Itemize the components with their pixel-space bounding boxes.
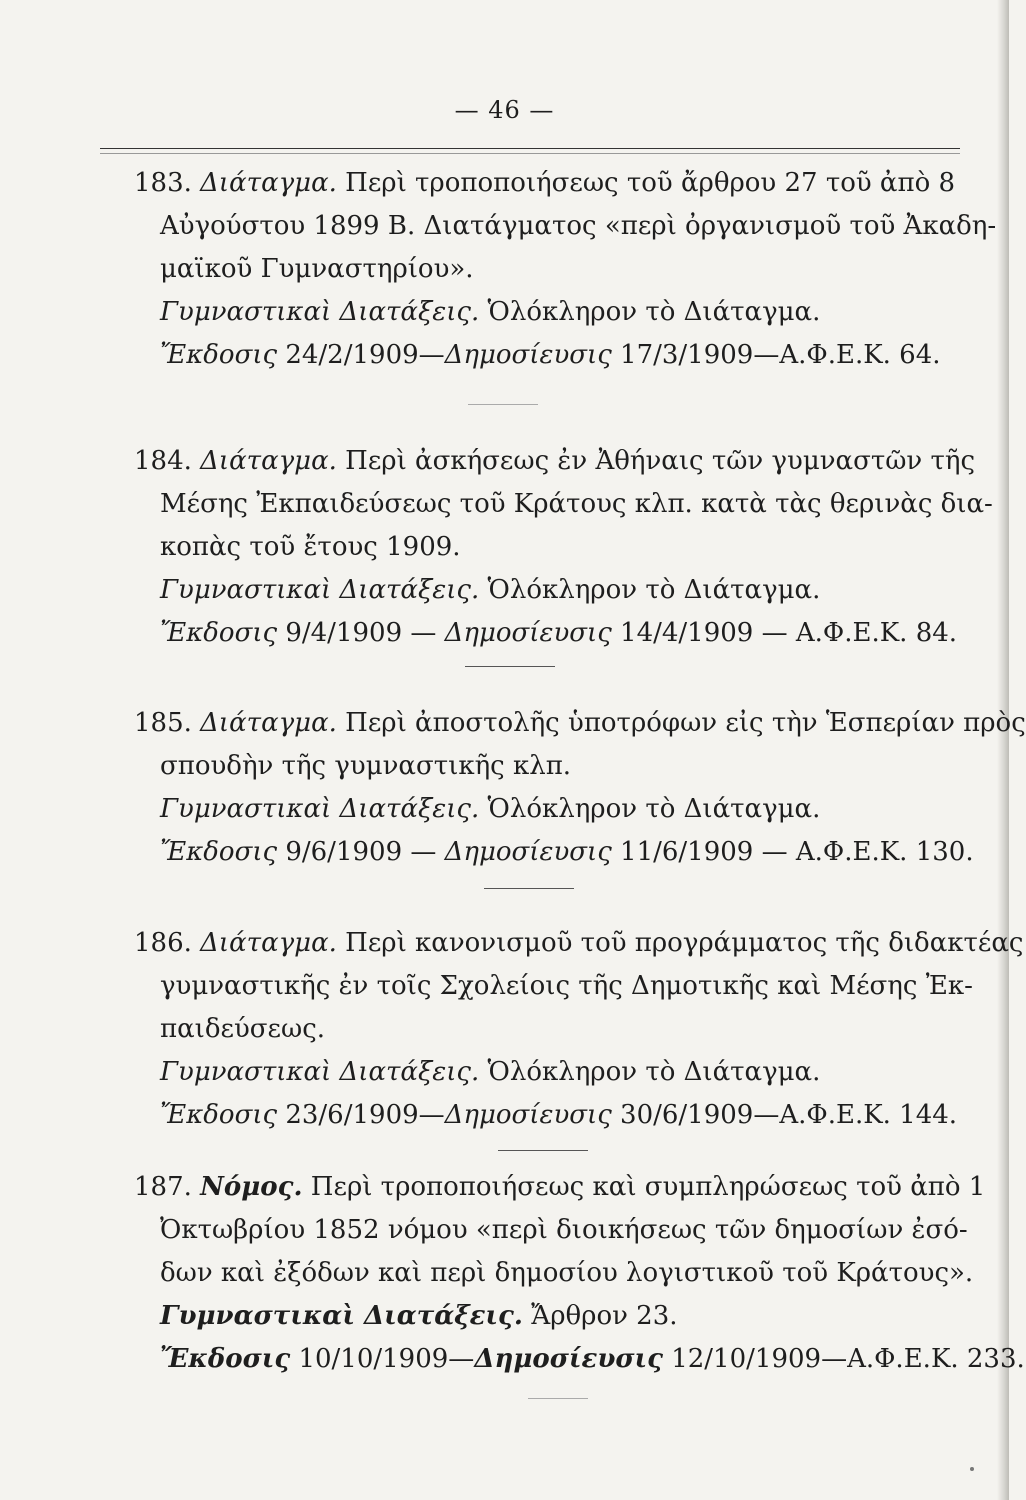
entry-line: δων καὶ ἐξόδων καὶ περὶ δημοσίου λογιστικοῦ τοῦ Κράτους».	[160, 1258, 974, 1288]
entry-line: κοπὰς τοῦ ἔτους 1909.	[160, 532, 461, 562]
entry-line	[134, 162, 970, 205]
entry-line	[134, 922, 1024, 965]
provisions-label: Γυμναστικαὶ Διατάξεις.	[160, 575, 480, 605]
entry-line: παιδεύσεως.	[160, 1014, 326, 1044]
publication-date: 12/10/1909—Α.Φ.Ε.Κ. 233.	[662, 1344, 1025, 1374]
provisions-label: Γυμναστικαὶ Διατάξεις.	[160, 1057, 480, 1087]
entry-185	[134, 702, 1026, 874]
provisions-text: Ὁλόκληρον τὸ Διάταγμα.	[479, 794, 821, 824]
publication-label: Δημοσίευσις	[444, 618, 612, 648]
issue-label: Ἔκδοσις	[160, 618, 278, 648]
provisions-label: Γυμναστικαὶ Διατάξεις.	[160, 297, 480, 327]
entry-type: Διάταγμα.	[200, 928, 337, 958]
entry-line	[140, 788, 970, 831]
entry-text: Περὶ ἀσκήσεως ἐν Ἀθήναις τῶν γυμναστῶν τῆς	[336, 446, 976, 476]
entry-line	[140, 1338, 1025, 1381]
entry-text: Περὶ ἀποστολῆς ὑποτρόφων εἰς τὴν Ἑσπερίαν πρὸς	[336, 708, 1026, 738]
entry-text: Περὶ κανονισμοῦ τοῦ προγράμματος τῆς διδακτέας	[336, 928, 1024, 958]
entry-line: Ὀκτωβρίου 1852 νόμου «περὶ διοικήσεως τῶν δημοσίων ἐσό-	[160, 1215, 968, 1245]
separator	[465, 666, 555, 667]
provisions-text: Ὁλόκληρον τὸ Διάταγμα.	[479, 1057, 821, 1087]
entry-186	[134, 922, 1024, 1137]
entry-line	[140, 612, 970, 655]
provisions-label: Γυμναστικαὶ Διατάξεις.	[160, 1301, 523, 1331]
entry-184	[134, 440, 993, 655]
publication-label: Δημοσίευσις	[474, 1344, 663, 1374]
issue-date: 9/6/1909 —	[277, 837, 445, 867]
entry-line: σπουδὴν τῆς γυμναστικῆς κλπ.	[160, 751, 572, 781]
provisions-text: Ἄρθρον 23.	[522, 1301, 678, 1331]
entry-line	[140, 291, 970, 334]
entry-line	[134, 440, 976, 483]
entry-187	[134, 1166, 1025, 1381]
provisions-label: Γυμναστικαὶ Διατάξεις.	[160, 794, 480, 824]
entry-type: Διάταγμα.	[200, 446, 337, 476]
separator	[498, 1150, 588, 1151]
publication-date: 17/3/1909—Α.Φ.Ε.Κ. 64.	[611, 340, 941, 370]
scan-speck	[970, 1467, 974, 1471]
entry-line	[134, 702, 1026, 745]
entry-line: Μέσης Ἐκπαιδεύσεως τοῦ Κράτους κλπ. κατὰ τὰς θερινὰς δια-	[160, 489, 993, 519]
entry-line	[134, 1166, 986, 1209]
entry-line	[140, 334, 970, 377]
entry-183	[134, 162, 997, 377]
entry-line	[140, 1051, 970, 1094]
issue-label: Ἔκδοσις	[160, 837, 278, 867]
entry-number: 185.	[134, 708, 192, 738]
issue-label: Ἔκδοσις	[160, 340, 278, 370]
entry-number: 186.	[134, 928, 192, 958]
entry-text: Περὶ τροποποιήσεως τοῦ ἄρθρου 27 τοῦ ἀπὸ 8	[336, 168, 956, 198]
separator	[468, 404, 538, 405]
publication-label: Δημοσίευσις	[444, 340, 612, 370]
publication-date: 11/6/1909 — Α.Φ.Ε.Κ. 130.	[611, 837, 974, 867]
publication-date: 14/4/1909 — Α.Φ.Ε.Κ. 84.	[611, 618, 958, 648]
publication-date: 30/6/1909—Α.Φ.Ε.Κ. 144.	[611, 1100, 958, 1130]
entry-number: 184.	[134, 446, 192, 476]
issue-date: 10/10/1909—	[290, 1344, 475, 1374]
issue-date: 24/2/1909—	[277, 340, 445, 370]
publication-label: Δημοσίευσις	[444, 837, 612, 867]
header-rule	[100, 148, 960, 149]
provisions-text: Ὁλόκληρον τὸ Διάταγμα.	[479, 297, 821, 327]
entry-line	[140, 1094, 970, 1137]
issue-date: 23/6/1909—	[277, 1100, 445, 1130]
entry-type: Διάταγμα.	[200, 168, 337, 198]
entry-line	[140, 569, 970, 612]
page-right-edge-shadow	[997, 0, 1009, 1500]
publication-label: Δημοσίευσις	[444, 1100, 612, 1130]
separator	[484, 888, 574, 889]
entry-number: 187.	[134, 1172, 192, 1202]
entry-text: Περὶ τροποποιήσεως καὶ συμπληρώσεως τοῦ ἀπὸ 1	[302, 1172, 986, 1202]
entry-type: Διάταγμα.	[200, 708, 337, 738]
separator	[528, 1398, 588, 1399]
issue-label: Ἔκδοσις	[160, 1344, 291, 1374]
issue-label: Ἔκδοσις	[160, 1100, 278, 1130]
page-number: — 46 —	[454, 96, 555, 124]
entry-line: Αὐγούστου 1899 Β. Διατάγματος «περὶ ὀργανισμοῦ τοῦ Ἀκαδη-	[160, 211, 997, 241]
entry-line: γυμναστικῆς ἐν τοῖς Σχολείοις τῆς Δημοτικῆς καὶ Μέσης Ἐκ-	[160, 971, 973, 1001]
issue-date: 9/4/1909 —	[277, 618, 445, 648]
entry-line	[140, 831, 974, 874]
provisions-text: Ὁλόκληρον τὸ Διάταγμα.	[479, 575, 821, 605]
entry-line: μαϊκοῦ Γυμναστηρίου».	[160, 254, 474, 284]
entry-line	[140, 1295, 970, 1338]
entry-type: Νόμος.	[200, 1172, 303, 1202]
entry-number: 183.	[134, 168, 192, 198]
